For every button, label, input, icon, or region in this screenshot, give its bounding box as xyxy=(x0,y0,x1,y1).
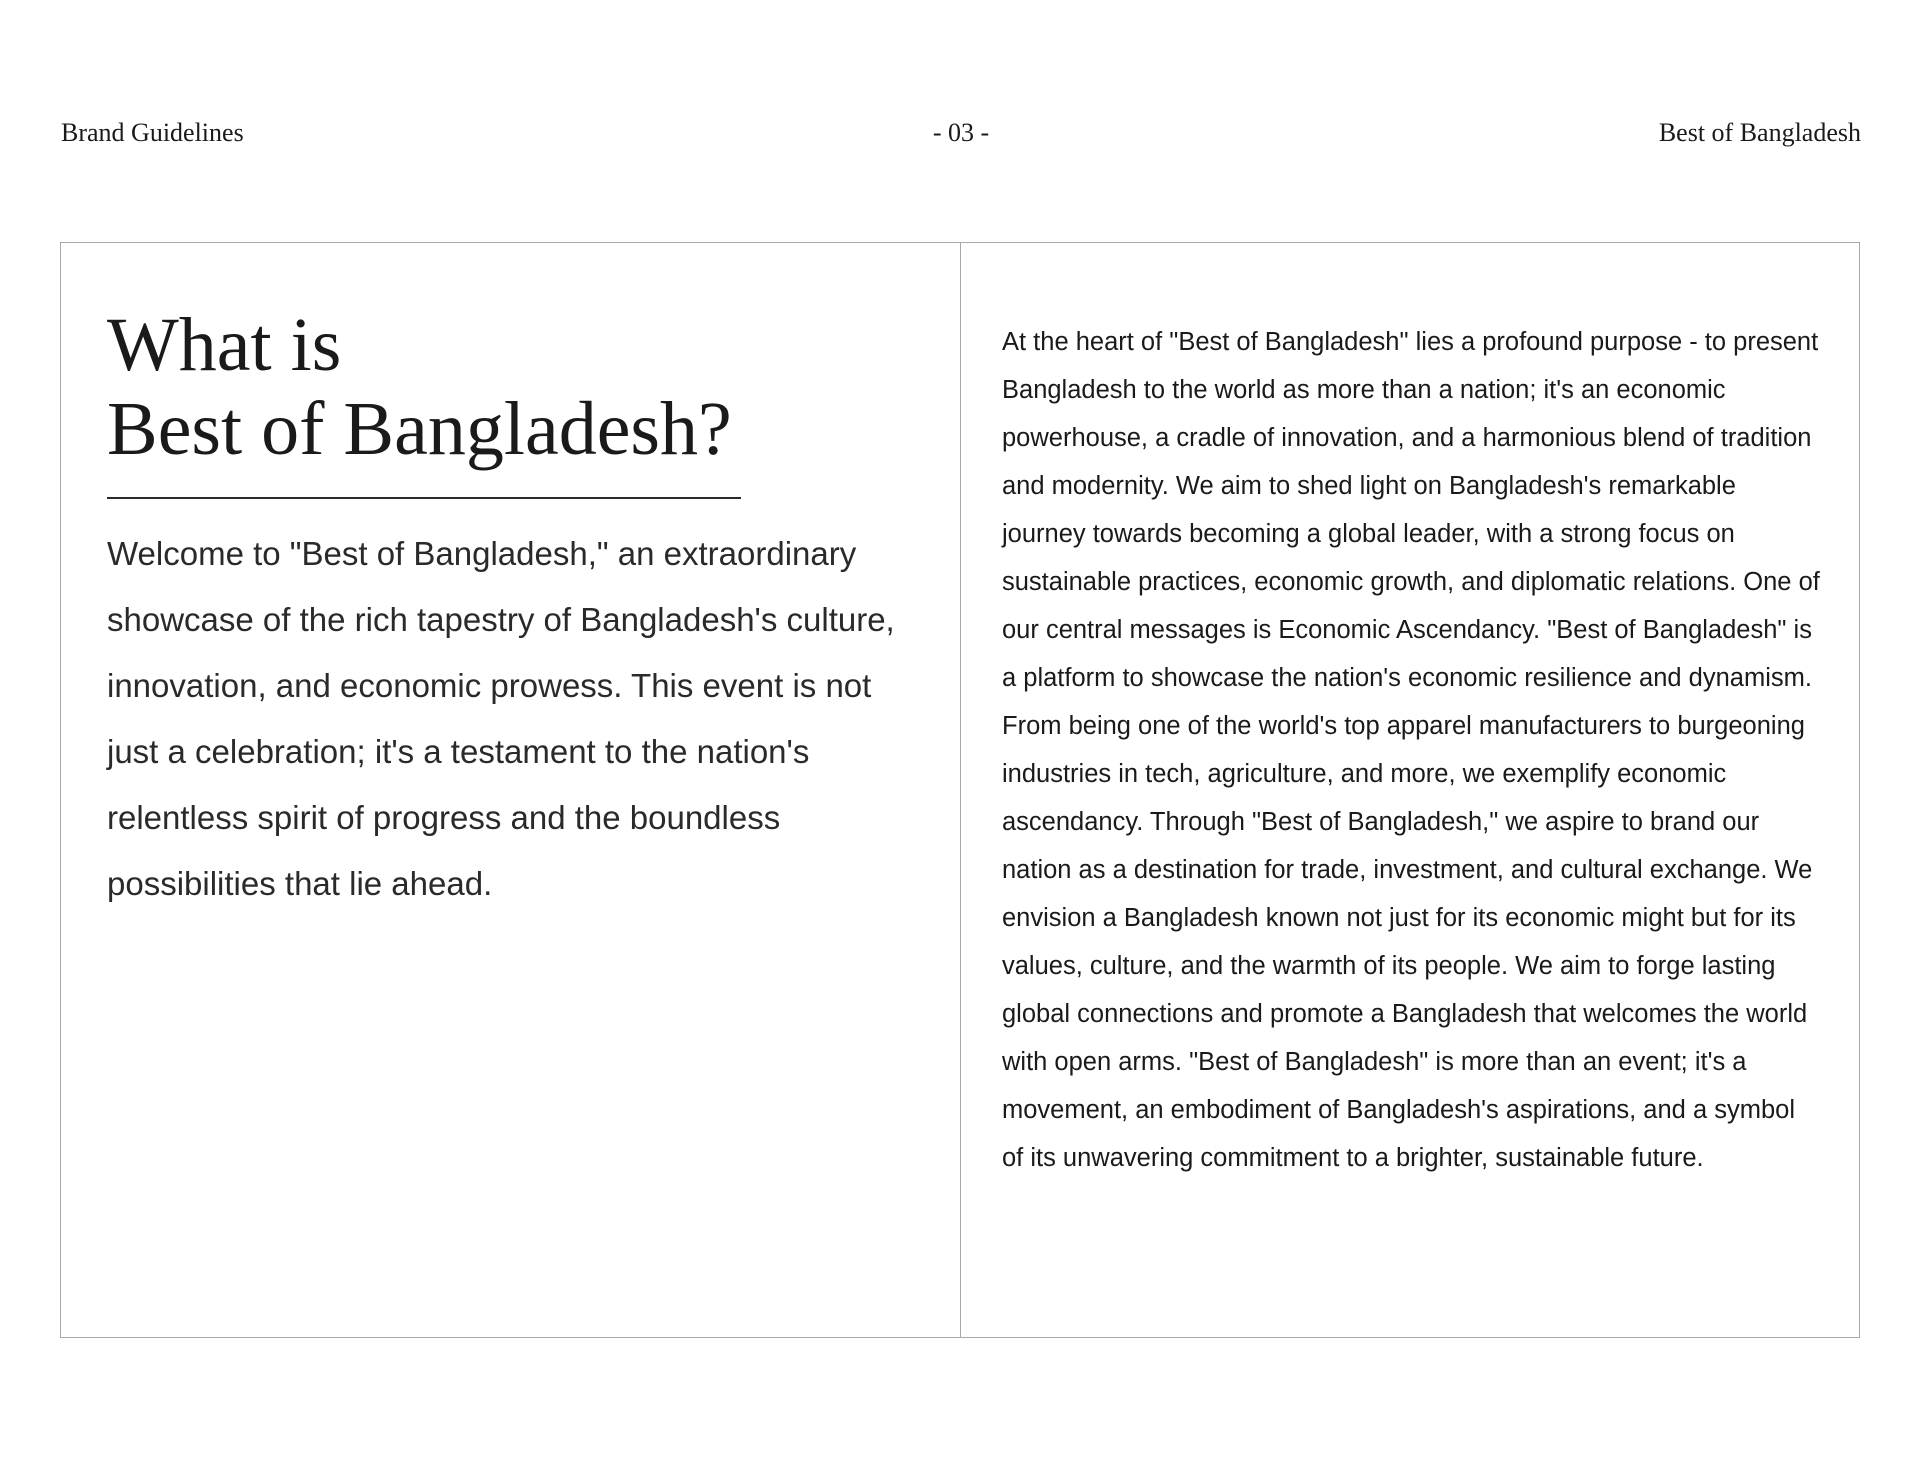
intro-paragraph: Welcome to "Best of Bangladesh," an extraordinary showcase of the rich tapestry of Bangladesh's culture, innovation, and economic prowess. This event is not just a celebration; it's a testament to the nation's relentless spirit of progress and the boundless possibilities that lie ahead. xyxy=(107,535,895,902)
header-document-title: Brand Guidelines xyxy=(61,118,244,147)
content-panel xyxy=(60,242,1860,1338)
header-page-number: - 03 - xyxy=(932,118,990,147)
page-title xyxy=(107,303,927,471)
title-underline xyxy=(107,497,741,499)
header-brand-name: Best of Bangladesh xyxy=(1658,118,1861,147)
right-column xyxy=(1002,318,1822,1182)
page-title-line-1: What is xyxy=(107,303,342,387)
column-divider xyxy=(960,243,961,1337)
left-column xyxy=(107,303,927,917)
page-header xyxy=(61,118,1861,158)
page-title-line-2: Best of Bangladesh? xyxy=(107,387,732,471)
body-paragraph: At the heart of "Best of Bangladesh" lies a profound purpose - to present Bangladesh to the world as more than a nation; it's an economic powerhouse, a cradle of innovation, and a harmonious blend of tradition and modernity. We aim to shed light on Bangladesh's remarkable journey towards becoming a global leader, with a strong focus on sustainable practices, economic growth, and diplomatic relations. One of our central messages is Economic Ascendancy. "Best of Bangladesh" is a platform to showcase the nation's economic resilience and dynamism. From being one of the world's top apparel manufacturers to burgeoning industries in tech, agriculture, and more, we exemplify economic ascendancy. Through "Best of Bangladesh," we aspire to brand our nation as a destination for trade, investment, and cultural exchange. We envision a Bangladesh known not just for its economic might but for its values, culture, and the warmth of its people. We aim to forge lasting global connections and promote a Bangladesh that welcomes the world with open arms. "Best of Bangladesh" is more than an event; it's a movement, an embodiment of Bangladesh's aspirations, and a symbol of its unwavering commitment to a brighter, sustainable future. xyxy=(1002,328,1820,1172)
